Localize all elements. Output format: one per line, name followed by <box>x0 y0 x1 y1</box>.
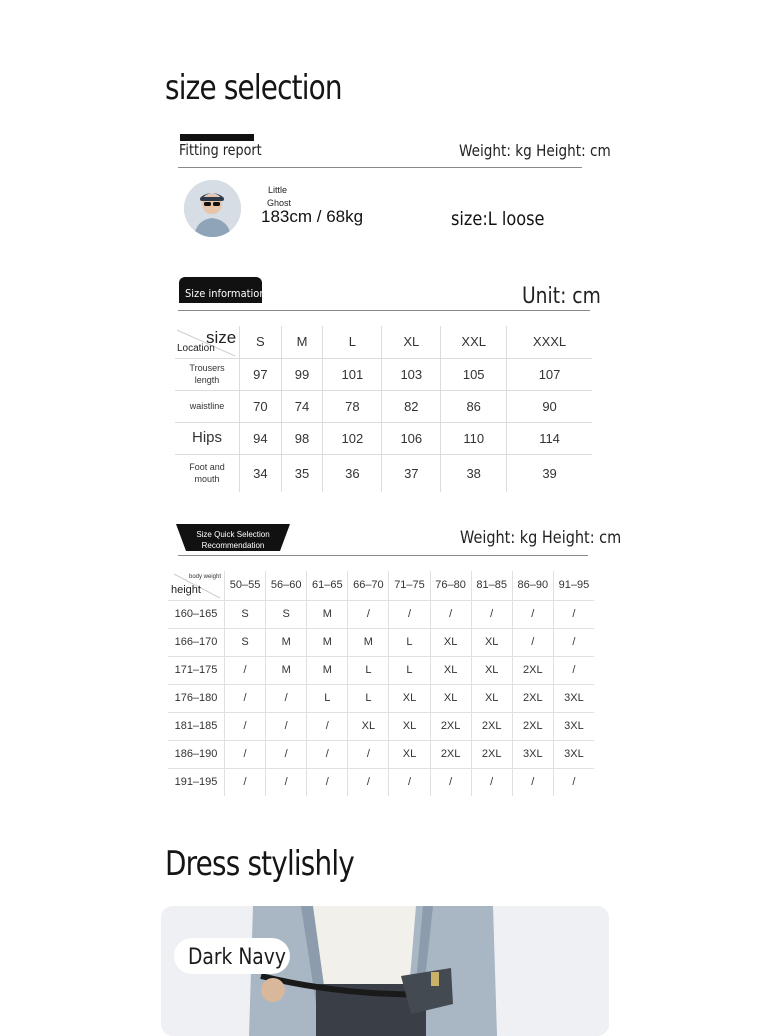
quick-col-header: 76–80 <box>430 571 471 600</box>
quick-cell: / <box>348 740 389 768</box>
quick-cell: / <box>389 600 430 628</box>
model-portrait-icon <box>184 180 241 237</box>
quick-cell: S <box>266 600 307 628</box>
quick-cell: 2XL <box>430 740 471 768</box>
quick-tag-line2: Recommendation <box>201 541 265 550</box>
quick-cell: L <box>389 656 430 684</box>
fitting-units: Weight: kg Height: cm <box>459 141 611 160</box>
quick-row-label: 166–170 <box>168 628 225 656</box>
size-info-row <box>175 422 592 454</box>
quick-row <box>168 600 594 628</box>
quick-cell: / <box>553 628 594 656</box>
quick-cell: / <box>471 768 512 796</box>
size-info-col-header: S <box>240 326 282 358</box>
quick-cell: / <box>348 768 389 796</box>
size-info-cell: 70 <box>240 390 282 422</box>
quick-cell: / <box>266 740 307 768</box>
quick-cell: XL <box>471 684 512 712</box>
quick-row <box>168 628 594 656</box>
size-info-cell: 102 <box>323 422 382 454</box>
quick-row <box>168 740 594 768</box>
quick-cell: / <box>348 600 389 628</box>
quick-cell: S <box>225 628 266 656</box>
size-info-header-row <box>175 326 592 358</box>
quick-row-label: 181–185 <box>168 712 225 740</box>
fitting-divider <box>178 167 582 168</box>
person-name-line2: Ghost <box>267 198 292 208</box>
size-info-cell: 34 <box>240 454 282 492</box>
quick-cell: L <box>348 684 389 712</box>
quick-cell: 2XL <box>512 656 553 684</box>
size-info-cell: 35 <box>281 454 323 492</box>
quick-row-label: 171–175 <box>168 656 225 684</box>
quick-corner-bottom: height <box>171 584 201 596</box>
quick-col-header: 56–60 <box>266 571 307 600</box>
quick-cell: S <box>225 600 266 628</box>
size-info-row-label: Trousers length <box>175 358 240 390</box>
quick-row-label: 176–180 <box>168 684 225 712</box>
quick-cell: XL <box>430 684 471 712</box>
quick-cell: / <box>471 600 512 628</box>
size-info-cell: 106 <box>382 422 441 454</box>
quick-row <box>168 684 594 712</box>
quick-col-header: 71–75 <box>389 571 430 600</box>
person-name-line1: Little <box>268 185 288 195</box>
quick-cell: / <box>553 600 594 628</box>
quick-cell: / <box>572 776 576 789</box>
size-info-cell: 82 <box>382 390 441 422</box>
quick-cell: / <box>225 740 266 768</box>
quick-cell: M <box>266 628 307 656</box>
size-info-cell: 110 <box>441 422 507 454</box>
size-info-cell: 98 <box>281 422 323 454</box>
size-info-cell: 74 <box>281 390 323 422</box>
size-info-cell: 39 <box>542 465 557 481</box>
size-info-row <box>175 390 592 422</box>
quick-cell: XL <box>389 740 430 768</box>
quick-cell: / <box>553 656 594 684</box>
quick-col-header: 86–90 <box>512 571 553 600</box>
quick-col-header: 50–55 <box>225 571 266 600</box>
size-info-row-label: waistline <box>175 390 240 422</box>
quick-row <box>168 768 594 796</box>
quick-cell: / <box>225 656 266 684</box>
quick-cell: M <box>348 628 389 656</box>
quick-cell: XL <box>348 712 389 740</box>
size-info-cell: 37 <box>382 454 441 492</box>
size-info-cell: 107 <box>507 358 592 390</box>
quick-cell: / <box>225 712 266 740</box>
quick-cell: XL <box>430 628 471 656</box>
quick-cell: / <box>512 768 553 796</box>
size-info-row <box>175 454 592 492</box>
quick-cell: / <box>266 684 307 712</box>
quick-row <box>168 656 594 684</box>
size-info-table <box>175 326 592 492</box>
quick-tag <box>176 529 290 551</box>
quick-cell: 3XL <box>512 740 553 768</box>
size-info-corner-cell <box>175 326 240 358</box>
quick-cell: / <box>512 628 553 656</box>
size-info-divider <box>178 310 590 311</box>
quick-cell: M <box>307 628 348 656</box>
size-info-row <box>175 358 592 390</box>
quick-row-label: 186–190 <box>168 740 225 768</box>
quick-cell: L <box>389 628 430 656</box>
color-label: Dark Navy <box>188 945 286 970</box>
quick-col-header: 61–65 <box>307 571 348 600</box>
section-title-dress-stylishly: Dress stylishly <box>165 844 354 884</box>
quick-col-header: 91–95 <box>553 571 594 600</box>
size-info-cell: 103 <box>382 358 441 390</box>
size-info-row-label: Foot and mouth <box>175 454 240 492</box>
quick-cell: / <box>307 768 348 796</box>
quick-cell: / <box>430 600 471 628</box>
quick-cell: / <box>307 712 348 740</box>
size-info-cell: 114 <box>507 422 592 454</box>
fitting-report-label: Fitting report <box>179 141 262 159</box>
size-info-col-header: XXL <box>441 326 507 358</box>
quick-cell: / <box>266 768 307 796</box>
quick-cell: 2XL <box>471 712 512 740</box>
model-avatar <box>184 180 241 237</box>
size-info-cell: 99 <box>281 358 323 390</box>
quick-cell: 3XL <box>553 684 594 712</box>
quick-tag-line1: Size Quick Selection <box>196 530 270 539</box>
size-info-cell: 94 <box>240 422 282 454</box>
quick-corner-top: body weight <box>189 574 222 580</box>
size-info-cell: 97 <box>240 358 282 390</box>
quick-cell: / <box>430 768 471 796</box>
quick-cell: / <box>512 600 553 628</box>
recommended-size: size:L loose <box>451 208 545 230</box>
quick-cell: / <box>225 768 266 796</box>
person-measurements: 183cm / 68kg <box>261 207 364 226</box>
quick-cell: 2XL <box>512 712 553 740</box>
size-info-col-header: XL <box>382 326 441 358</box>
quick-cell: L <box>307 684 348 712</box>
size-info-col-header: XXXL <box>507 326 592 358</box>
size-info-unit: Unit: cm <box>522 284 601 309</box>
size-info-col-header: M <box>281 326 323 358</box>
quick-cell: / <box>266 712 307 740</box>
quick-cell: 3XL <box>553 712 594 740</box>
size-info-corner-top: size <box>206 328 237 347</box>
size-info-row-label: Hips <box>175 422 240 454</box>
quick-cell: M <box>266 656 307 684</box>
quick-corner-cell <box>168 571 225 600</box>
quick-cell: L <box>348 656 389 684</box>
quick-cell: M <box>307 656 348 684</box>
quick-cell: XL <box>471 656 512 684</box>
quick-cell: XL <box>389 712 430 740</box>
quick-cell: 3XL <box>553 740 594 768</box>
size-info-cell: 36 <box>323 454 382 492</box>
size-info-cell: 86 <box>441 390 507 422</box>
size-info-corner-bottom: Location <box>177 343 215 354</box>
quick-row-label: 160–165 <box>168 600 225 628</box>
size-info-col-header: L <box>323 326 382 358</box>
quick-col-header: 66–70 <box>348 571 389 600</box>
quick-divider <box>178 555 588 556</box>
quick-cell: / <box>307 740 348 768</box>
quick-units: Weight: kg Height: cm <box>460 528 622 548</box>
quick-cell: XL <box>430 656 471 684</box>
size-info-cell: 105 <box>441 358 507 390</box>
section-title-size-selection: size selection <box>165 68 342 108</box>
quick-cell: 2XL <box>471 740 512 768</box>
quick-col-header: 81–85 <box>471 571 512 600</box>
quick-size-table <box>168 571 594 796</box>
quick-row-label: 191–195 <box>168 768 225 796</box>
quick-row <box>168 712 594 740</box>
size-info-cell: 101 <box>323 358 382 390</box>
size-info-cell: 90 <box>507 390 592 422</box>
size-info-tag: Size information <box>185 287 266 300</box>
quick-cell: / <box>389 768 430 796</box>
quick-cell: M <box>307 600 348 628</box>
quick-cell: 2XL <box>512 684 553 712</box>
quick-header-row <box>168 571 594 600</box>
size-info-cell: 78 <box>323 390 382 422</box>
size-info-cell: 38 <box>441 454 507 492</box>
quick-cell: XL <box>389 684 430 712</box>
quick-cell: / <box>225 684 266 712</box>
quick-cell: 2XL <box>430 712 471 740</box>
quick-cell: XL <box>471 628 512 656</box>
